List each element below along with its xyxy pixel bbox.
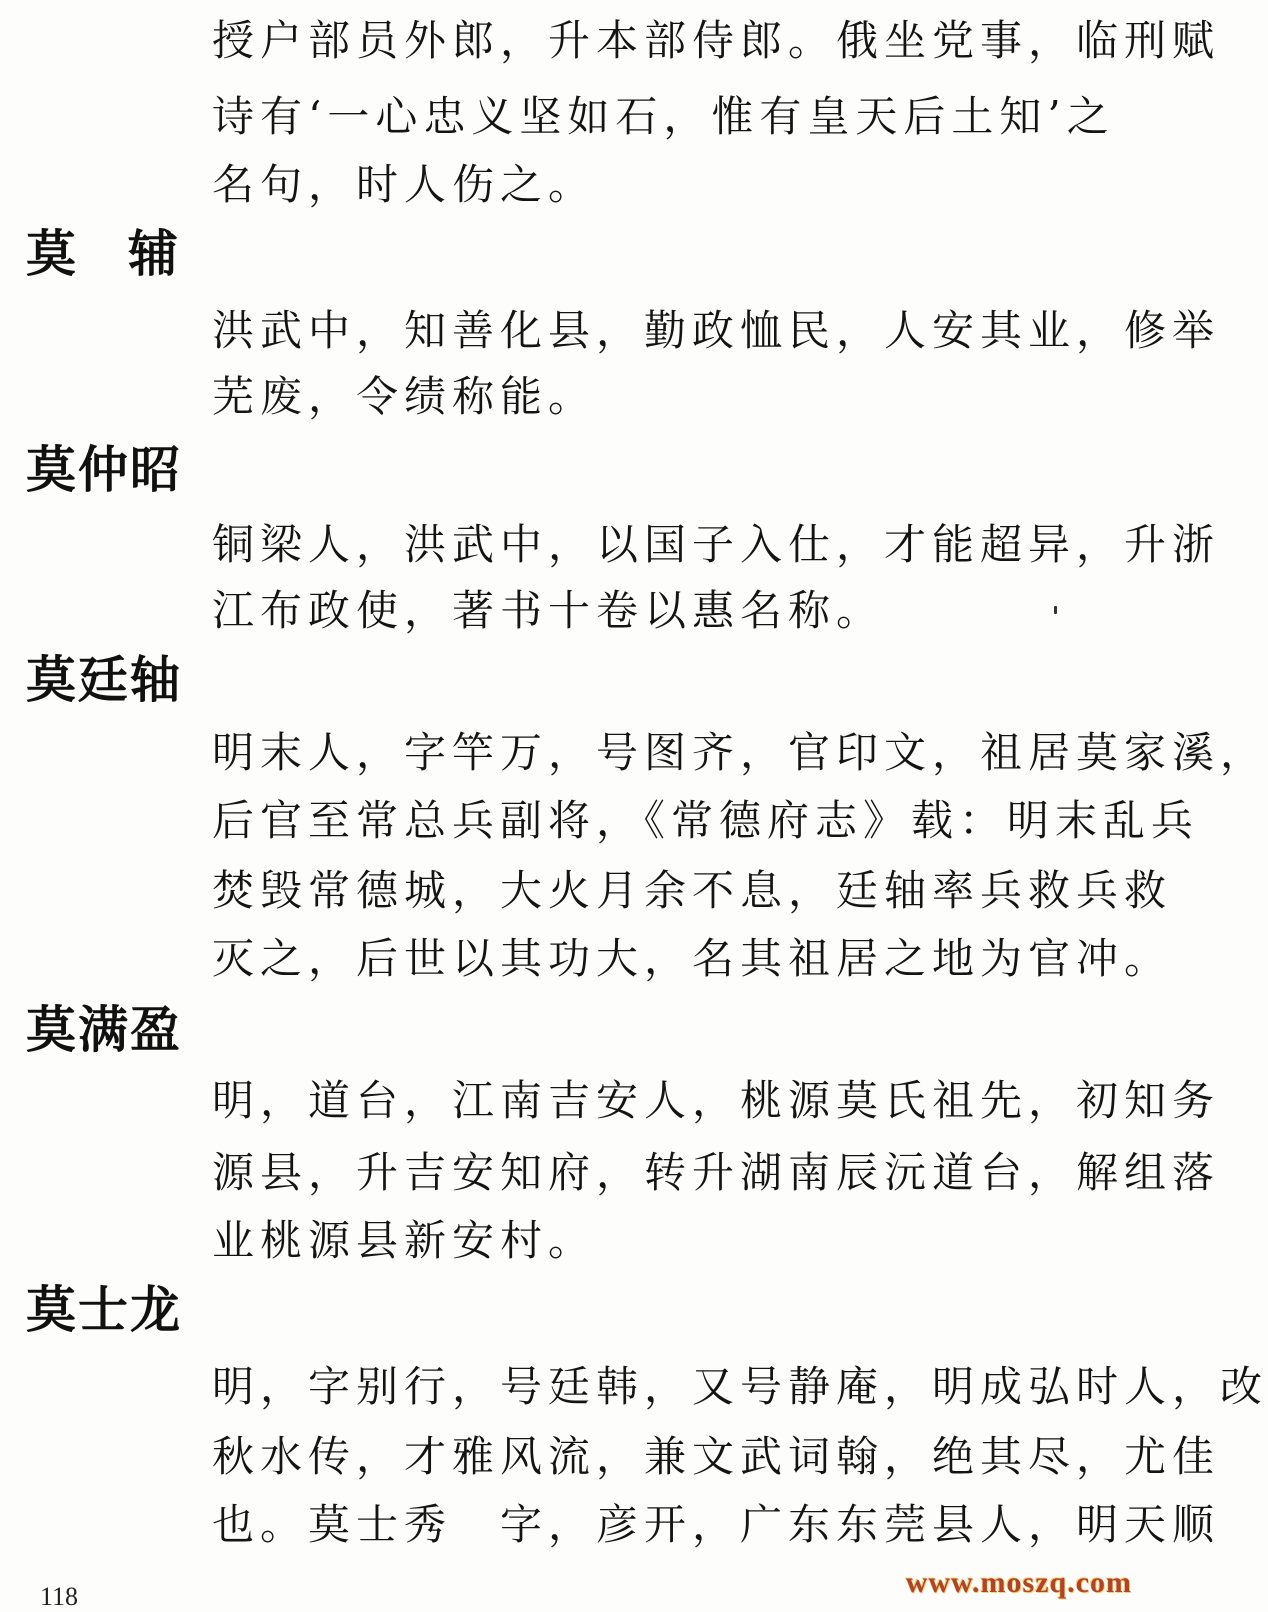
entry-4-heading: 莫满盈	[26, 1001, 182, 1059]
entry-4-line-0: 明，道台，江南吉安人，桃源莫氏祖先，初知务	[212, 1076, 1221, 1125]
entry-4-line-2: 业桃源县新安村。	[212, 1216, 597, 1265]
site-watermark: www.moszq.com	[905, 1566, 1132, 1599]
entry-5-heading: 莫士龙	[26, 1281, 182, 1339]
entry-3-line-3: 灭之，后世以其功大，名其祖居之地为官冲。	[212, 934, 1173, 983]
entry-5-line-2: 也。莫士秀 字，彦开，广东东莞县人，明天顺	[212, 1500, 1221, 1549]
entry-2-heading: 莫仲昭	[26, 441, 182, 499]
entry-4-line-1: 源县，升吉安知府，转升湖南辰沅道台，解组落	[212, 1148, 1221, 1197]
entry-2-line-1: 江布政使，著书十卷以惠名称。	[212, 586, 885, 635]
entry-0-line-2: 名句，时人伤之。	[212, 160, 597, 209]
entry-0-line-0: 授户部员外郎，升本部侍郎。俄坐党事，临刑赋	[212, 16, 1221, 65]
entry-2-line-0: 铜梁人，洪武中，以国子入仕，才能超异，升浙	[212, 520, 1221, 569]
scan-speck	[1054, 606, 1057, 614]
entry-3-heading: 莫廷轴	[26, 651, 182, 709]
entry-5-line-0: 明，字别行，号廷韩，又号静庵，明成弘时人，改	[212, 1362, 1268, 1411]
page-number: 118	[40, 1582, 79, 1611]
entry-3-line-1: 后官至常总兵副将，《常德府志》载：明末乱兵	[212, 796, 1200, 845]
entry-1-heading: 莫辅	[26, 225, 230, 283]
entry-5-line-1: 秋水传，才雅风流，兼文武词翰，绝其尽，尤佳	[212, 1432, 1221, 1481]
entry-0-line-1: 诗有‘一心忠义坚如石，惟有皇天后土知’之	[212, 92, 1115, 141]
entry-1-line-0: 洪武中，知善化县，勤政恤民，人安其业，修举	[212, 306, 1221, 355]
entry-1-line-1: 芜废，令绩称能。	[212, 372, 597, 421]
entry-3-line-0: 明末人，字竿万，号图齐，官印文，祖居莫家溪，	[212, 728, 1268, 777]
entry-3-line-2: 焚毁常德城，大火月余不息，廷轴率兵救兵救	[212, 866, 1173, 915]
